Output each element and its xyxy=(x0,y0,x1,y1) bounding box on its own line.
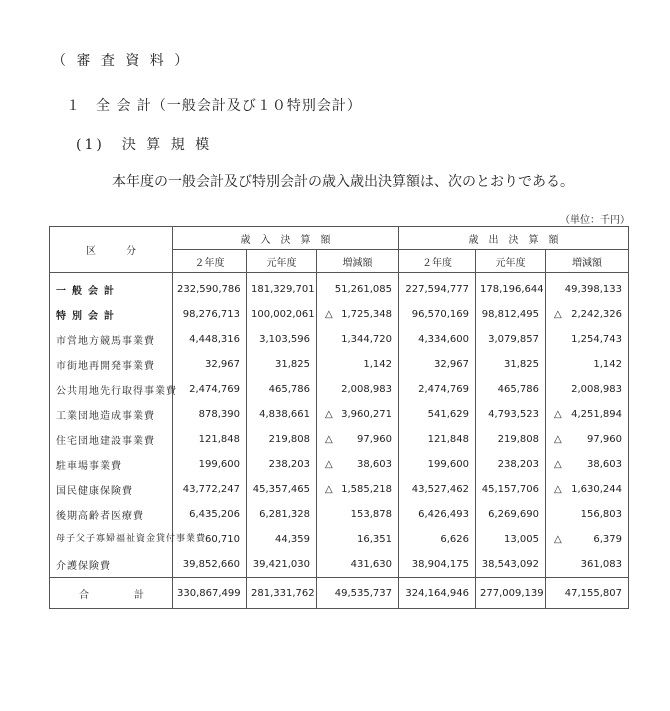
exp-cell: 541,629 xyxy=(399,402,476,427)
rev-cell: 121,848 xyxy=(173,427,247,452)
rev-cell: 1,142 xyxy=(317,352,399,377)
exp-cell: 2,474,769 xyxy=(399,377,476,402)
exp-cell: 6,379 △ xyxy=(546,527,629,552)
exp-cell: 1,142 xyxy=(546,352,629,377)
exp-cell: 1,630,244 △ xyxy=(546,477,629,502)
rev-cell: 238,203 xyxy=(247,452,317,477)
rev-cell: 31,825 xyxy=(247,352,317,377)
rev-cell: 2,008,983 xyxy=(317,377,399,402)
row-label: 工業団地造成事業費 xyxy=(50,402,173,427)
rev-cell: 232,590,786 xyxy=(173,273,247,303)
rev-cell: 4,838,661 xyxy=(247,402,317,427)
rev-cell: 16,351 xyxy=(317,527,399,552)
row-label: 住宅団地建設事業費 xyxy=(50,427,173,452)
row-label: 一般会計 xyxy=(50,273,173,303)
row-label: 介護保険費 xyxy=(50,552,173,578)
exp-cell: 178,196,644 xyxy=(476,273,546,303)
exp-cell: 45,157,706 xyxy=(476,477,546,502)
rev-cell: 60,710 xyxy=(173,527,247,552)
rev-cell: 38,603 △ xyxy=(317,452,399,477)
rev-cell: 43,772,247 xyxy=(173,477,247,502)
rev-cell: 878,390 xyxy=(173,402,247,427)
row-label: 駐車場事業費 xyxy=(50,452,173,477)
table-row xyxy=(50,402,629,427)
exp-cell: 199,600 xyxy=(399,452,476,477)
negative-mark: △ xyxy=(554,434,562,445)
rev-cell: 45,357,465 xyxy=(247,477,317,502)
exp-cell: 38,543,092 xyxy=(476,552,546,578)
negative-mark: △ xyxy=(554,409,562,420)
exp-cell: 361,083 xyxy=(546,552,629,578)
exp-cell: 6,626 xyxy=(399,527,476,552)
negative-mark: △ xyxy=(325,409,333,420)
table-row xyxy=(50,552,629,578)
exp-cell: 6,426,493 xyxy=(399,502,476,527)
subheader: 増減額 xyxy=(317,250,399,273)
header-kubun: 区 分 xyxy=(50,227,173,273)
negative-mark: △ xyxy=(554,309,562,320)
table-row xyxy=(50,427,629,452)
rev-cell: 181,329,701 xyxy=(247,273,317,303)
section-title: １ 全 会 計（一般会計及び１０特別会計） xyxy=(66,98,362,114)
exp-cell: 4,251,894 △ xyxy=(546,402,629,427)
table-row xyxy=(50,327,629,352)
exp-cell: 98,812,495 xyxy=(476,302,546,327)
exp-cell: 238,203 xyxy=(476,452,546,477)
rev-cell: 44,359 xyxy=(247,527,317,552)
exp-cell: 1,254,743 xyxy=(546,327,629,352)
rev-cell: 39,852,660 xyxy=(173,552,247,578)
exp-cell: 227,594,777 xyxy=(399,273,476,303)
rev-cell: 431,630 xyxy=(317,552,399,578)
row-label: 国民健康保険費 xyxy=(50,477,173,502)
exp-cell: 465,786 xyxy=(476,377,546,402)
row-label: 合 計 xyxy=(50,578,173,609)
rev-cell: 51,261,085 xyxy=(317,273,399,303)
exp-cell: 13,005 xyxy=(476,527,546,552)
rev-cell: 97,960 △ xyxy=(317,427,399,452)
rev-cell: 1,344,720 xyxy=(317,327,399,352)
header-expense: 歳 出 決 算 額 xyxy=(399,227,629,250)
subsection-title: (1) 決 算 規 模 xyxy=(76,137,213,153)
exp-cell: 97,960 △ xyxy=(546,427,629,452)
negative-mark: △ xyxy=(554,484,562,495)
rev-cell: 219,808 xyxy=(247,427,317,452)
rev-cell: 153,878 xyxy=(317,502,399,527)
exp-cell: 49,398,133 xyxy=(546,273,629,303)
table-row xyxy=(50,502,629,527)
subheader: ２年度 xyxy=(399,250,476,273)
rev-cell: 2,474,769 xyxy=(173,377,247,402)
negative-mark: △ xyxy=(325,434,333,445)
row-label: 特別会計 xyxy=(50,302,173,327)
exp-cell: 4,793,523 xyxy=(476,402,546,427)
rev-cell: 3,103,596 xyxy=(247,327,317,352)
rev-cell: 32,967 xyxy=(173,352,247,377)
subheader: ２年度 xyxy=(173,250,247,273)
exp-cell: 3,079,857 xyxy=(476,327,546,352)
rev-cell: 330,867,499 xyxy=(173,578,247,609)
rev-cell: 49,535,737 xyxy=(317,578,399,609)
rev-cell: 199,600 xyxy=(173,452,247,477)
exp-cell: 96,570,169 xyxy=(399,302,476,327)
negative-mark: △ xyxy=(325,459,333,470)
subheader: 増減額 xyxy=(546,250,629,273)
exp-cell: 2,008,983 xyxy=(546,377,629,402)
negative-mark: △ xyxy=(554,459,562,470)
table-row xyxy=(50,377,629,402)
table-row xyxy=(50,477,629,502)
row-label: 母子父子寡婦福祉資金貸付事業費 xyxy=(50,527,173,552)
exp-cell: 324,164,946 xyxy=(399,578,476,609)
row-label: 市街地再開発事業費 xyxy=(50,352,173,377)
rev-cell: 3,960,271 △ xyxy=(317,402,399,427)
exp-cell: 277,009,139 xyxy=(476,578,546,609)
row-label: 公共用地先行取得事業費 xyxy=(50,377,173,402)
exp-cell: 47,155,807 xyxy=(546,578,629,609)
subheader: 元年度 xyxy=(476,250,546,273)
rev-cell: 4,448,316 xyxy=(173,327,247,352)
rev-cell: 1,585,218 △ xyxy=(317,477,399,502)
table-row xyxy=(50,273,629,303)
exp-cell: 38,603 △ xyxy=(546,452,629,477)
table-row xyxy=(50,352,629,377)
rev-cell: 98,276,713 xyxy=(173,302,247,327)
document-heading: （ 審 査 資 料 ） xyxy=(52,53,192,69)
rev-cell: 6,281,328 xyxy=(247,502,317,527)
row-label: 後期高齢者医療費 xyxy=(50,502,173,527)
exp-cell: 219,808 xyxy=(476,427,546,452)
unit-label: （単位：千円） xyxy=(560,215,630,226)
table-row xyxy=(50,452,629,477)
exp-cell: 4,334,600 xyxy=(399,327,476,352)
total-row xyxy=(50,578,629,609)
subheader: 元年度 xyxy=(247,250,317,273)
exp-cell: 121,848 xyxy=(399,427,476,452)
exp-cell: 6,269,690 xyxy=(476,502,546,527)
rev-cell: 465,786 xyxy=(247,377,317,402)
exp-cell: 31,825 xyxy=(476,352,546,377)
exp-cell: 38,904,175 xyxy=(399,552,476,578)
row-label: 市営地方競馬事業費 xyxy=(50,327,173,352)
exp-cell: 2,242,326 △ xyxy=(546,302,629,327)
rev-cell: 39,421,030 xyxy=(247,552,317,578)
settlement-table xyxy=(49,226,629,609)
rev-cell: 1,725,348 △ xyxy=(317,302,399,327)
exp-cell: 43,527,462 xyxy=(399,477,476,502)
table-row xyxy=(50,527,629,552)
table-row xyxy=(50,302,629,327)
exp-cell: 156,803 xyxy=(546,502,629,527)
negative-mark: △ xyxy=(325,484,333,495)
negative-mark: △ xyxy=(554,534,562,545)
negative-mark: △ xyxy=(325,309,333,320)
rev-cell: 100,002,061 xyxy=(247,302,317,327)
exp-cell: 32,967 xyxy=(399,352,476,377)
header-revenue: 歳 入 決 算 額 xyxy=(173,227,399,250)
rev-cell: 6,435,206 xyxy=(173,502,247,527)
intro-text: 本年度の一般会計及び特別会計の歳入歳出決算額は、次のとおりである。 xyxy=(112,174,574,190)
rev-cell: 281,331,762 xyxy=(247,578,317,609)
